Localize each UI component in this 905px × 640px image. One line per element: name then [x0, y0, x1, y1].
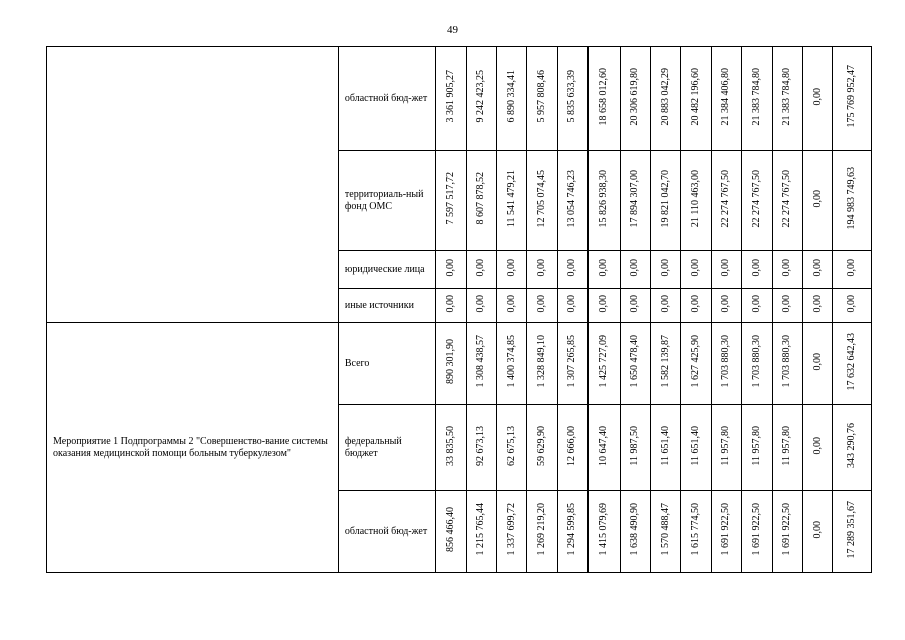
value-text: 9 242 423,25	[475, 70, 487, 123]
value-text: 1 328 849,10	[536, 335, 548, 388]
activity-cell: Мероприятие 1 Подпрограммы 2 "Совершенство-вание системы оказания медицинской помощи больным туберкулезом"	[47, 323, 339, 573]
value-cell	[436, 47, 466, 151]
value-cell	[833, 405, 872, 491]
value-text: 18 658 012,60	[598, 67, 610, 126]
value-text: 1 691 922,50	[781, 503, 793, 556]
value-text: 0,00	[811, 352, 823, 371]
value-text: 1 615 774,50	[690, 503, 702, 556]
value-text: 21 384 406,80	[720, 67, 732, 126]
value-text: 21 383 784,80	[750, 67, 762, 126]
table-row	[47, 47, 872, 151]
value-cell	[527, 251, 557, 289]
value-cell	[772, 47, 802, 151]
funding-source-cell: областной бюд-жет	[338, 491, 435, 573]
value-cell	[557, 405, 587, 491]
value-cell	[496, 47, 526, 151]
value-cell	[527, 491, 557, 573]
value-cell	[650, 323, 680, 405]
value-cell	[620, 405, 650, 491]
value-text: 0,00	[629, 258, 641, 277]
value-cell	[527, 323, 557, 405]
value-cell	[496, 405, 526, 491]
value-cell	[833, 47, 872, 151]
page-number: 49	[447, 24, 458, 36]
value-text: 1 627 425,90	[690, 335, 702, 388]
value-cell	[802, 491, 832, 573]
value-text: 1 691 922,50	[750, 503, 762, 556]
value-cell	[650, 151, 680, 251]
value-text: 0,00	[536, 258, 548, 277]
value-text: 12 705 074,45	[536, 169, 548, 228]
value-cell	[620, 289, 650, 323]
value-cell	[681, 289, 711, 323]
value-cell	[833, 251, 872, 289]
value-text: 3 361 905,27	[444, 70, 456, 123]
funding-source-cell: иные источники	[338, 289, 435, 323]
value-text: 13 054 746,23	[566, 169, 578, 228]
value-cell	[620, 323, 650, 405]
value-text: 856 466,40	[444, 507, 456, 552]
value-cell	[527, 47, 557, 151]
value-text: 0,00	[811, 258, 823, 277]
value-cell	[681, 151, 711, 251]
value-text: 0,00	[475, 294, 487, 313]
value-cell	[527, 151, 557, 251]
value-cell	[802, 405, 832, 491]
value-text: 0,00	[659, 258, 671, 277]
value-cell	[620, 491, 650, 573]
value-text: 0,00	[720, 258, 732, 277]
value-text: 0,00	[598, 294, 610, 313]
value-text: 92 673,13	[475, 425, 487, 466]
value-cell	[802, 251, 832, 289]
value-cell	[620, 47, 650, 151]
value-cell	[436, 151, 466, 251]
value-text: 21 383 784,80	[781, 67, 793, 126]
value-cell	[681, 323, 711, 405]
value-cell	[466, 47, 496, 151]
value-cell	[466, 491, 496, 573]
value-text: 0,00	[750, 294, 762, 313]
value-text: 10 647,40	[598, 425, 610, 466]
activity-cell	[47, 47, 339, 323]
value-cell	[681, 491, 711, 573]
value-cell	[496, 491, 526, 573]
value-text: 12 666,00	[566, 425, 578, 466]
value-text: 8 607 878,52	[475, 172, 487, 225]
value-cell	[588, 491, 620, 573]
value-text: 0,00	[750, 258, 762, 277]
value-text: 0,00	[811, 189, 823, 208]
value-text: 0,00	[444, 294, 456, 313]
value-text: 0,00	[811, 520, 823, 539]
value-cell	[711, 491, 741, 573]
value-cell	[650, 289, 680, 323]
value-text: 22 274 767,50	[781, 169, 793, 228]
value-text: 0,00	[781, 258, 793, 277]
value-text: 11 957,80	[720, 425, 732, 466]
value-text: 20 306 619,80	[629, 67, 641, 126]
value-text: 175 769 952,47	[846, 65, 858, 128]
value-cell	[466, 323, 496, 405]
value-text: 1 650 478,40	[629, 335, 641, 388]
value-text: 0,00	[781, 294, 793, 313]
value-cell	[802, 289, 832, 323]
value-text: 0,00	[598, 258, 610, 277]
value-cell	[588, 47, 620, 151]
value-cell	[711, 289, 741, 323]
value-cell	[466, 289, 496, 323]
value-cell	[557, 47, 587, 151]
value-cell	[466, 151, 496, 251]
value-cell	[557, 323, 587, 405]
value-text: 5 957 808,46	[536, 70, 548, 123]
value-cell	[772, 323, 802, 405]
value-cell	[496, 289, 526, 323]
value-text: 21 110 463,00	[690, 169, 702, 228]
value-cell	[588, 323, 620, 405]
value-cell	[833, 491, 872, 573]
value-text: 20 883 042,29	[659, 67, 671, 126]
value-text: 1 215 765,44	[475, 503, 487, 556]
value-text: 1 269 219,20	[536, 503, 548, 556]
value-text: 0,00	[811, 294, 823, 313]
value-text: 11 987,50	[629, 425, 641, 466]
value-text: 1 582 139,87	[659, 335, 671, 388]
value-text: 1 337 699,72	[505, 503, 517, 556]
value-text: 11 957,80	[750, 425, 762, 466]
value-text: 0,00	[846, 258, 858, 277]
value-text: 1 703 880,30	[781, 335, 793, 388]
value-cell	[711, 323, 741, 405]
value-cell	[681, 251, 711, 289]
value-text: 0,00	[536, 294, 548, 313]
value-cell	[802, 47, 832, 151]
value-cell	[436, 405, 466, 491]
value-cell	[588, 289, 620, 323]
value-cell	[711, 405, 741, 491]
value-cell	[711, 251, 741, 289]
value-cell	[527, 405, 557, 491]
value-cell	[742, 405, 772, 491]
value-cell	[557, 151, 587, 251]
value-cell	[650, 491, 680, 573]
value-text: 343 290,76	[846, 423, 858, 468]
value-text: 1 691 922,50	[720, 503, 732, 556]
value-cell	[681, 47, 711, 151]
value-text: 0,00	[566, 294, 578, 313]
value-cell	[436, 491, 466, 573]
value-text: 1 415 079,69	[598, 503, 610, 556]
value-cell	[588, 405, 620, 491]
value-cell	[496, 323, 526, 405]
value-text: 1 703 880,30	[750, 335, 762, 388]
value-cell	[466, 405, 496, 491]
value-text: 1 400 374,85	[505, 335, 517, 388]
value-cell	[620, 151, 650, 251]
value-text: 59 629,90	[536, 425, 548, 466]
value-text: 0,00	[475, 258, 487, 277]
value-text: 0,00	[659, 294, 671, 313]
value-cell	[833, 289, 872, 323]
value-cell	[772, 405, 802, 491]
value-text: 0,00	[566, 258, 578, 277]
value-cell	[772, 491, 802, 573]
value-text: 1 294 599,85	[566, 503, 578, 556]
value-cell	[496, 151, 526, 251]
value-text: 0,00	[811, 87, 823, 106]
value-cell	[557, 491, 587, 573]
value-text: 22 274 767,50	[750, 169, 762, 228]
funding-source-cell: Всего	[338, 323, 435, 405]
value-text: 11 541 479,21	[505, 169, 517, 228]
value-cell	[833, 151, 872, 251]
value-cell	[833, 323, 872, 405]
value-cell	[466, 251, 496, 289]
value-text: 0,00	[846, 294, 858, 313]
funding-source-cell: областной бюд-жет	[338, 47, 435, 151]
value-text: 0,00	[811, 436, 823, 455]
value-cell	[436, 323, 466, 405]
value-cell	[711, 47, 741, 151]
value-text: 15 826 938,30	[598, 169, 610, 228]
value-text: 0,00	[690, 294, 702, 313]
value-cell	[588, 251, 620, 289]
value-text: 1 638 490,90	[629, 503, 641, 556]
value-cell	[802, 323, 832, 405]
funding-source-cell: юридические лица	[338, 251, 435, 289]
value-text: 194 983 749,63	[846, 167, 858, 230]
value-cell	[650, 405, 680, 491]
funding-source-cell: федеральный бюджет	[338, 405, 435, 491]
value-cell	[742, 251, 772, 289]
value-text: 890 301,90	[444, 339, 456, 384]
value-text: 0,00	[690, 258, 702, 277]
value-cell	[711, 151, 741, 251]
value-text: 1 308 438,57	[475, 335, 487, 388]
value-text: 5 835 633,39	[566, 70, 578, 123]
value-text: 6 890 334,41	[505, 70, 517, 123]
value-cell	[650, 47, 680, 151]
value-text: 11 651,40	[659, 425, 671, 466]
value-cell	[588, 151, 620, 251]
value-cell	[650, 251, 680, 289]
value-cell	[436, 251, 466, 289]
value-text: 19 821 042,70	[659, 169, 671, 228]
value-text: 0,00	[720, 294, 732, 313]
table-row	[47, 323, 872, 405]
value-text: 17 632 642,43	[846, 332, 858, 391]
value-text: 20 482 196,60	[690, 67, 702, 126]
value-cell	[742, 47, 772, 151]
value-cell	[742, 491, 772, 573]
value-cell	[496, 251, 526, 289]
value-text: 0,00	[444, 258, 456, 277]
value-text: 62 675,13	[505, 425, 517, 466]
value-cell	[742, 323, 772, 405]
value-cell	[527, 289, 557, 323]
value-text: 11 957,80	[781, 425, 793, 466]
value-cell	[620, 251, 650, 289]
value-cell	[742, 289, 772, 323]
value-text: 33 835,50	[444, 425, 456, 466]
value-cell	[772, 251, 802, 289]
value-text: 0,00	[629, 294, 641, 313]
value-cell	[557, 251, 587, 289]
value-cell	[772, 151, 802, 251]
value-text: 11 651,40	[690, 425, 702, 466]
value-cell	[772, 289, 802, 323]
value-text: 1 307 265,85	[566, 335, 578, 388]
value-cell	[802, 151, 832, 251]
value-cell	[742, 151, 772, 251]
value-cell	[557, 289, 587, 323]
funding-table	[46, 46, 872, 573]
value-text: 22 274 767,50	[720, 169, 732, 228]
value-text: 1 703 880,30	[720, 335, 732, 388]
value-text: 17 289 351,67	[846, 500, 858, 559]
funding-source-cell: территориаль-ный фонд ОМС	[338, 151, 435, 251]
value-text: 1 425 727,09	[598, 335, 610, 388]
value-text: 7 597 517,72	[444, 172, 456, 225]
value-text: 17 894 307,00	[629, 169, 641, 228]
value-text: 0,00	[505, 258, 517, 277]
value-text: 1 570 488,47	[659, 503, 671, 556]
value-cell	[681, 405, 711, 491]
value-cell	[436, 289, 466, 323]
value-text: 0,00	[505, 294, 517, 313]
